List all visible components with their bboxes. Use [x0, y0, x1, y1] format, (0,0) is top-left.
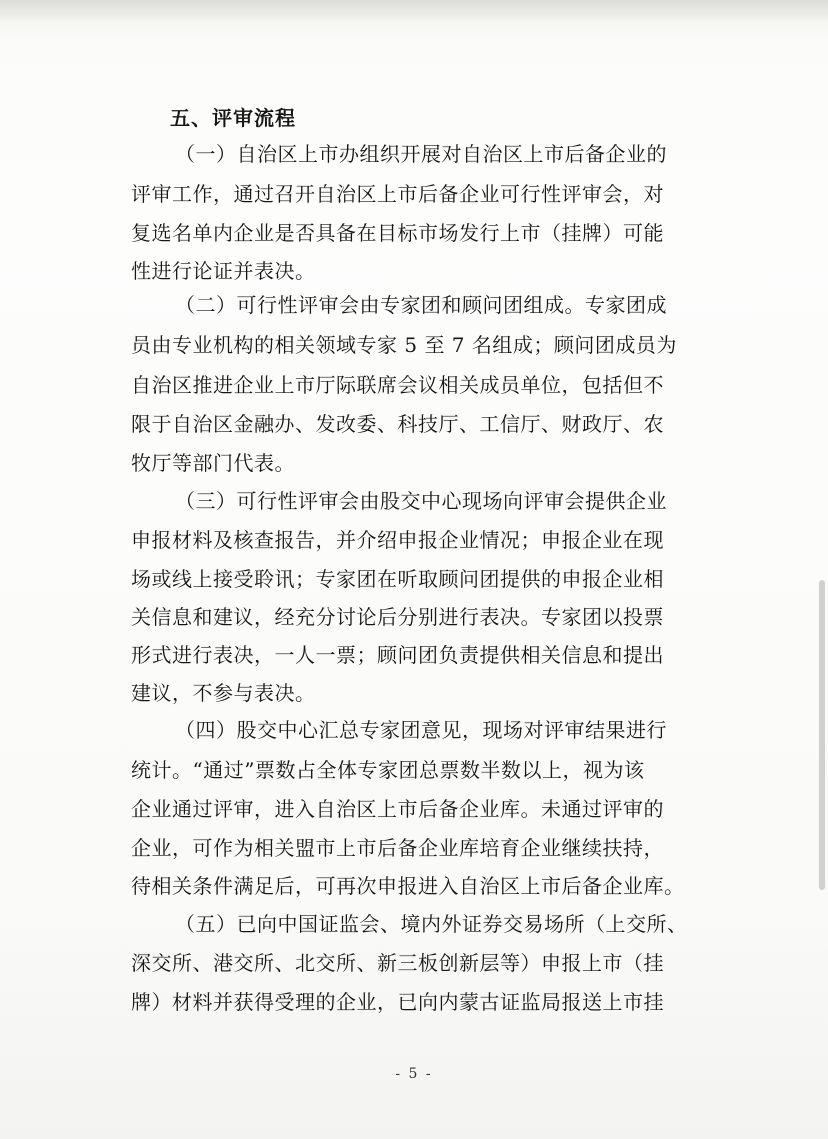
text-line: 场或线上接受聆讯；专家团在听取顾问团提供的申报企业相: [131, 567, 664, 591]
text-line: 申报材料及核查报告，并介绍申报企业情况；申报企业在现: [131, 528, 664, 552]
text-line: 员由专业机构的相关领域专家 5 至 7 名组成；顾问团成员为: [131, 333, 677, 357]
section-heading: 五、评审流程: [170, 106, 296, 130]
text-line: 深交所、港交所、北交所、新三板创新层等）申报上市（挂: [131, 951, 664, 975]
text-line: 性进行论证并表决。: [131, 259, 316, 283]
text-line: 限于自治区金融办、发改委、科技厅、工信厅、财政厅、农: [131, 412, 664, 436]
text-line: （四）股交中心汇总专家团意见，现场对评审结果进行: [175, 718, 667, 742]
text-line: （三）可行性评审会由股交中心现场向评审会提供企业: [175, 489, 667, 513]
text-line: 自治区推进企业上市厅际联席会议相关成员单位，包括但不: [131, 373, 664, 397]
page-top-shadow: [0, 0, 828, 22]
text-line: （二）可行性评审会由专家团和顾问团组成。专家团成: [175, 293, 667, 317]
text-line: 统计。“通过”票数占全体专家团总票数半数以上，视为该: [131, 758, 645, 782]
text-line: 待相关条件满足后，可再次申报进入自治区上市后备企业库。: [131, 874, 685, 898]
text-line: 牌）材料并获得受理的企业，已向内蒙古证监局报送上市挂: [131, 990, 664, 1014]
text-line: 复选名单内企业是否具备在目标市场发行上市（挂牌）可能: [131, 221, 664, 245]
text-line: 企业，可作为相关盟市上市后备企业库培育企业继续扶持，: [131, 836, 664, 860]
text-line: 关信息和建议，经充分讨论后分别进行表决。专家团以投票: [131, 605, 664, 629]
scrollbar-thumb[interactable]: [819, 580, 825, 890]
text-line: 企业通过评审，进入自治区上市后备企业库。未通过评审的: [131, 797, 664, 821]
page-number: - 5 -: [395, 1066, 433, 1082]
text-line: 形式进行表决，一人一票；顾问团负责提供相关信息和提出: [131, 643, 664, 667]
text-line: 建议，不参与表决。: [131, 681, 316, 705]
text-line: （五）已向中国证监会、境内外证券交易场所（上交所、: [175, 912, 688, 936]
text-line: （一）自治区上市办组织开展对自治区上市后备企业的: [175, 142, 667, 166]
text-line: 牧厅等部门代表。: [131, 451, 295, 475]
text-line: 评审工作，通过召开自治区上市后备企业可行性评审会，对: [131, 182, 664, 206]
